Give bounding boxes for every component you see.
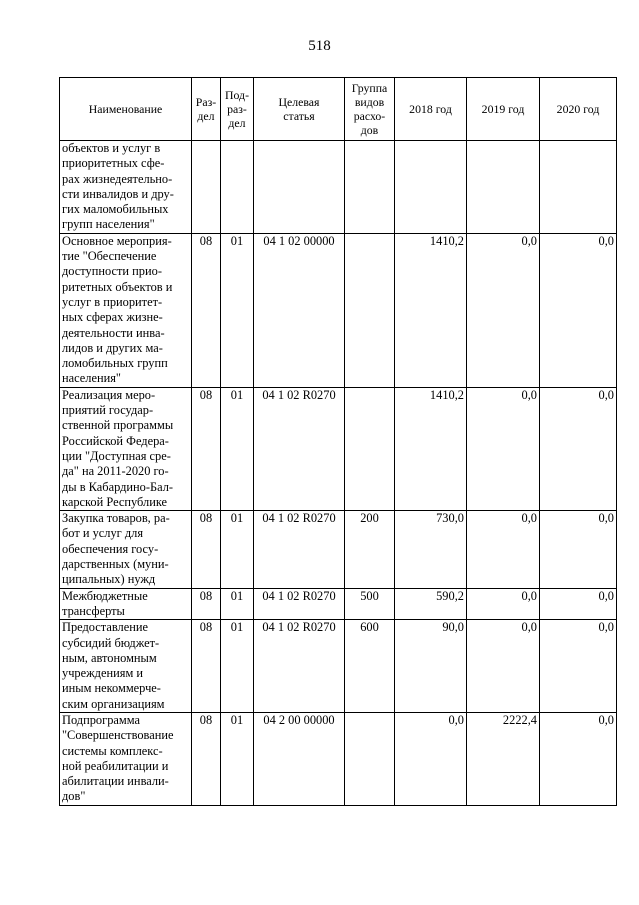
cell-y2019: 0,0: [467, 588, 540, 620]
header-name: [60, 78, 192, 141]
cell-razdel: [192, 141, 221, 234]
cell-target: 04 1 02 R0270: [254, 620, 345, 713]
table-row: [60, 620, 617, 713]
header-2019: [467, 78, 540, 141]
cell-razdel: 08: [192, 233, 221, 387]
cell-razdel: 08: [192, 712, 221, 805]
header-target-text: Целевая статья: [278, 95, 320, 123]
cell-group: 200: [345, 511, 395, 588]
cell-y2019: [467, 141, 540, 234]
table-header: [60, 78, 617, 141]
header-razdel: [192, 78, 221, 141]
cell-name: Предоставление субсидий бюджет- ным, автономным учреждениям и иным некоммерче- ским организациям: [60, 620, 192, 713]
cell-razdel: 08: [192, 588, 221, 620]
cell-y2018: 1410,2: [395, 233, 467, 387]
header-podrazdel: [221, 78, 254, 141]
cell-y2018: 90,0: [395, 620, 467, 713]
cell-name: Основное мероприя- тие "Обеспечение доступности прио- ритетных объектов и услуг в приоритет- ных сферах жизне- деятельности инва- лидов и других ма- ломобильных групп населения": [60, 233, 192, 387]
cell-group: [345, 387, 395, 510]
cell-target: 04 1 02 R0270: [254, 588, 345, 620]
table-row: [60, 588, 617, 620]
cell-razdel: 08: [192, 620, 221, 713]
header-2020: [540, 78, 617, 141]
table-body: [60, 141, 617, 806]
cell-target: 04 1 02 R0270: [254, 511, 345, 588]
cell-target: 04 1 02 R0270: [254, 387, 345, 510]
cell-y2019: 2222,4: [467, 712, 540, 805]
header-razdel-text: Раз- дел: [195, 95, 217, 123]
page-number: 518: [308, 38, 331, 54]
header-2018-text: 2018 год: [409, 102, 452, 116]
cell-name: объектов и услуг в приоритетных сфе- рах жизнедеятельно- сти инвалидов и дру- гих маломобильных групп населения": [60, 141, 192, 234]
cell-y2020: 0,0: [540, 588, 617, 620]
cell-y2020: 0,0: [540, 233, 617, 387]
cell-y2019: 0,0: [467, 511, 540, 588]
cell-y2019: 0,0: [467, 387, 540, 510]
cell-group: [345, 233, 395, 387]
cell-podrazdel: 01: [221, 511, 254, 588]
cell-name: Подпрограмма "Совершенствование системы комплекс- ной реабилитации и абилитации инвали- дов": [60, 712, 192, 805]
cell-y2018: 0,0: [395, 712, 467, 805]
cell-name: Реализация меро- приятий государ- ственной программы Российской Федера- ции "Доступная сре- да" на 2011-2020 го- ды в Кабардино-Бал- карской Республике: [60, 387, 192, 510]
header-podrazdel-text: Под- раз- дел: [224, 88, 249, 130]
cell-name: Межбюджетные трансферты: [60, 588, 192, 620]
cell-y2020: 0,0: [540, 511, 617, 588]
cell-podrazdel: 01: [221, 712, 254, 805]
table-row: [60, 511, 617, 588]
table-row: [60, 712, 617, 805]
header-target: [254, 78, 345, 141]
cell-target: 04 1 02 00000: [254, 233, 345, 387]
cell-group: [345, 712, 395, 805]
cell-y2020: 0,0: [540, 387, 617, 510]
cell-razdel: 08: [192, 387, 221, 510]
cell-y2019: 0,0: [467, 233, 540, 387]
cell-group: [345, 141, 395, 234]
cell-podrazdel: 01: [221, 620, 254, 713]
table-row: [60, 233, 617, 387]
header-group-text: Группа видов расхо- дов: [351, 81, 388, 137]
cell-y2018: 1410,2: [395, 387, 467, 510]
cell-y2018: 590,2: [395, 588, 467, 620]
table-row: [60, 141, 617, 234]
cell-razdel: 08: [192, 511, 221, 588]
header-2019-text: 2019 год: [481, 102, 525, 116]
cell-y2020: 0,0: [540, 712, 617, 805]
cell-y2020: [540, 141, 617, 234]
cell-target: [254, 141, 345, 234]
header-row: [60, 78, 617, 141]
header-name-text: Наименование: [88, 102, 163, 116]
cell-podrazdel: [221, 141, 254, 234]
cell-podrazdel: 01: [221, 588, 254, 620]
header-2020-text: 2020 год: [556, 102, 600, 116]
cell-y2019: 0,0: [467, 620, 540, 713]
cell-podrazdel: 01: [221, 233, 254, 387]
table-row: [60, 387, 617, 510]
cell-group: 600: [345, 620, 395, 713]
cell-podrazdel: 01: [221, 387, 254, 510]
cell-name: Закупка товаров, ра- бот и услуг для обеспечения госу- дарственных (муни- ципальных) нужд: [60, 511, 192, 588]
cell-target: 04 2 00 00000: [254, 712, 345, 805]
cell-y2020: 0,0: [540, 620, 617, 713]
header-group: [345, 78, 395, 141]
cell-y2018: 730,0: [395, 511, 467, 588]
header-2018: [395, 78, 467, 141]
cell-group: 500: [345, 588, 395, 620]
cell-y2018: [395, 141, 467, 234]
budget-table: [59, 77, 617, 806]
